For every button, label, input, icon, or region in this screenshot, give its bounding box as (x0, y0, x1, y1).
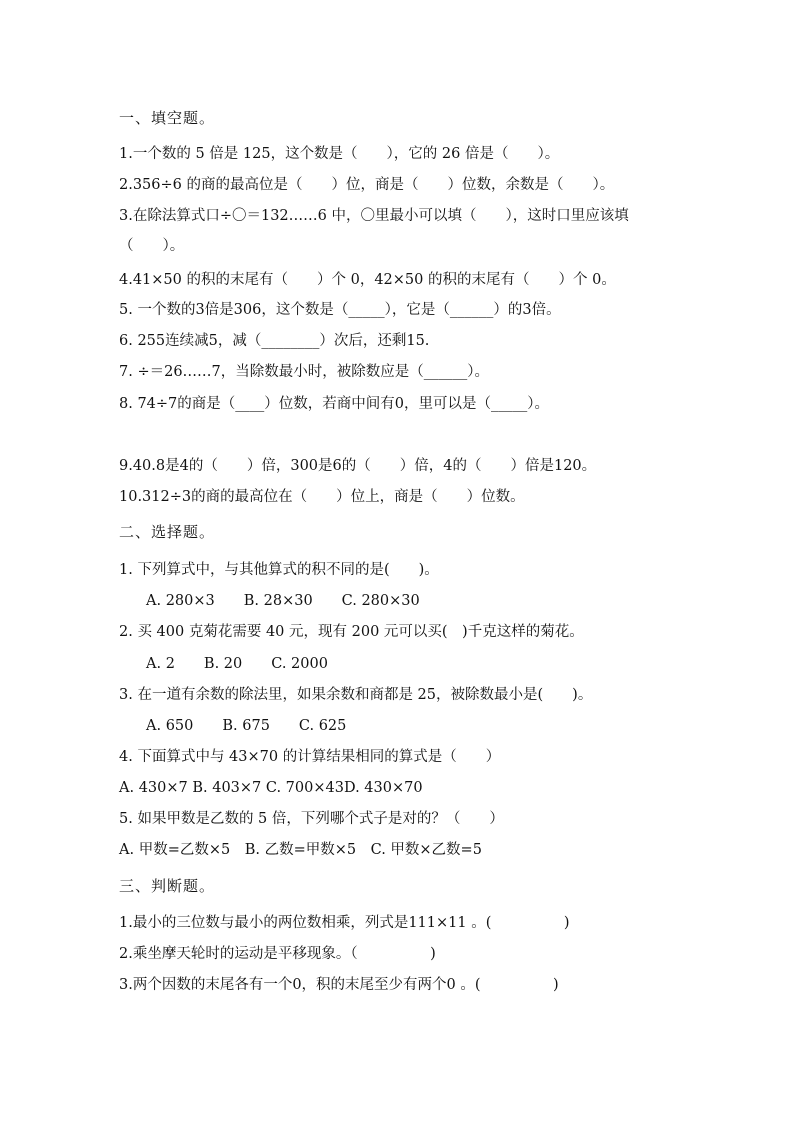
fill-in-question-2: 2.356÷6 的商的最高位是（ ）位，商是（ ）位数，余数是（ ）。 (119, 177, 615, 193)
fill-in-question-3-line-2: （ ）。 (119, 238, 185, 254)
fill-in-question-7: 7. ÷＝26……7，当除数最小时，被除数应是（______）。 (119, 364, 490, 380)
choice-question-1: 1. 下列算式中，与其他算式的积不同的是( )。 (119, 562, 439, 578)
fill-in-question-6: 6. 255连续减5，减（________）次后，还剩15. (119, 333, 430, 349)
section-fill-in-heading: 一、填空题。 (119, 109, 216, 127)
fill-in-question-10: 10.312÷3的商的最高位在（ ）位上，商是（ ）位数。 (119, 489, 525, 505)
choice-question-3-options: A. 650 B. 675 C. 625 (146, 718, 347, 734)
choice-question-4: 4. 下面算式中与 43×70 的计算结果相同的算式是（ ） (119, 749, 501, 765)
fill-in-question-8: 8. 74÷7的商是（____）位数，若商中间有0，里可以是（_____）。 (119, 396, 549, 412)
fill-in-question-3-line-1: 3.在除法算式口÷〇＝132……6 中，〇里最小可以填（ ），这时口里应该填 (119, 208, 629, 224)
fill-in-question-1: 1.一个数的 5 倍是 125，这个数是（ ），它的 26 倍是（ ）。 (119, 146, 560, 162)
judge-question-3: 3.两个因数的末尾各有一个0，积的末尾至少有两个0 。( ) (119, 977, 559, 993)
choice-question-1-options: A. 280×3 B. 28×30 C. 280×30 (146, 593, 420, 609)
choice-question-4-options: A. 430×7 B. 403×7 C. 700×43D. 430×70 (119, 780, 423, 796)
fill-in-question-9: 9.40.8是4的（ ）倍，300是6的（ ）倍，4的（ ）倍是120。 (119, 458, 597, 474)
choice-question-5-options: A. 甲数=乙数×5 B. 乙数=甲数×5 C. 甲数×乙数=5 (119, 842, 482, 858)
choice-question-3: 3. 在一道有余数的除法里，如果余数和商都是 25，被除数最小是( )。 (119, 687, 593, 703)
choice-question-5: 5. 如果甲数是乙数的 5 倍，下列哪个式子是对的？（ ） (119, 811, 504, 827)
judge-question-1: 1.最小的三位数与最小的两位数相乘，列式是111×11 。( ) (119, 915, 570, 931)
judge-question-2: 2.乘坐摩天轮时的运动是平移现象。（ ) (119, 946, 436, 962)
choice-question-2-options: A. 2 B. 20 C. 2000 (146, 656, 328, 672)
section-judge-heading: 三、判断题。 (119, 877, 216, 895)
fill-in-question-4: 4.41×50 的积的末尾有（ ）个 0，42×50 的积的末尾有（ ）个 0。 (119, 272, 616, 288)
choice-question-2: 2. 买 400 克菊花需要 40 元，现有 200 元可以买( )千克这样的菊花。 (119, 624, 584, 640)
section-choice-heading: 二、选择题。 (119, 523, 216, 541)
fill-in-question-5: 5. 一个数的3倍是306，这个数是（_____），它是（______）的3倍。 (119, 302, 561, 318)
